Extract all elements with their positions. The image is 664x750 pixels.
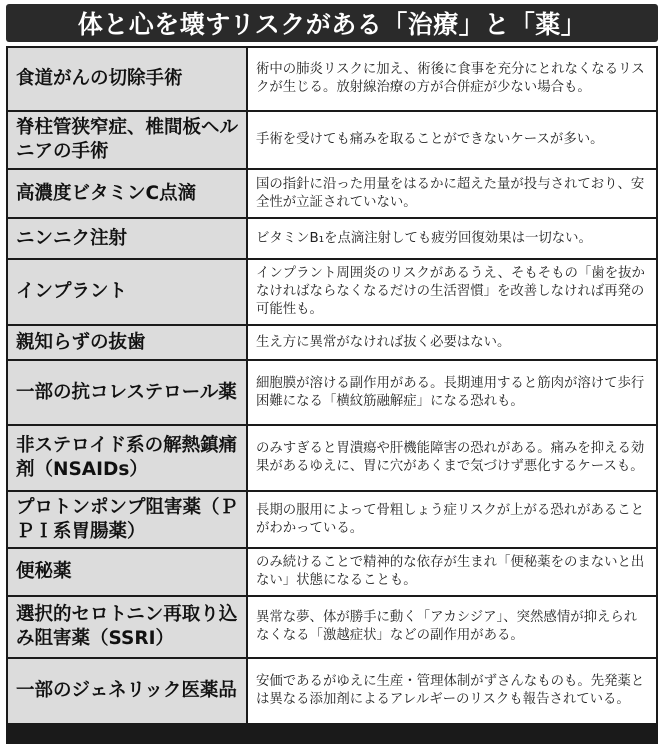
treatment-name-cell xyxy=(8,549,246,595)
table-row xyxy=(8,426,656,490)
treatment-name: 選択的セロトニン再取り込み阻害薬（SSRI） xyxy=(16,604,238,649)
treatment-name-cell xyxy=(8,219,246,258)
treatment-name-cell xyxy=(8,112,246,168)
risk-description-cell xyxy=(248,326,656,359)
risk-description: インプラント周囲炎のリスクがあるうえ、そもそもの「歯を抜かなければならなくなるだけの生活習慣」を改善しなければ再発の可能性も。 xyxy=(256,266,645,317)
risk-description: のみすぎると胃潰瘍や肝機能障害の恐れがある。痛みを抑える効果があるゆえに、胃に穴があくまで気づけず悪化するケースも。 xyxy=(256,441,645,474)
table-row xyxy=(8,170,656,217)
risk-description-cell xyxy=(248,48,656,110)
risk-description: 手術を受けても痛みを取ることができないケースが多い。 xyxy=(256,132,604,147)
risk-description-cell xyxy=(248,597,656,657)
table-row xyxy=(8,260,656,324)
risk-description-cell xyxy=(248,426,656,490)
table-row xyxy=(8,597,656,657)
treatment-name-cell xyxy=(8,326,246,359)
treatment-name: 便秘薬 xyxy=(16,561,72,582)
table-row xyxy=(8,326,656,359)
treatment-name: プロトンポンプ阻害薬（ＰＰＩ系胃腸薬） xyxy=(16,496,239,542)
table-row xyxy=(8,48,656,110)
risk-description-cell xyxy=(248,492,656,547)
treatment-name: ニンニク注射 xyxy=(16,227,128,249)
treatment-name-cell xyxy=(8,170,246,217)
risk-description-cell xyxy=(248,112,656,168)
table-row xyxy=(8,361,656,424)
treatment-name: 一部のジェネリック医薬品 xyxy=(16,680,237,701)
table-row xyxy=(8,659,656,723)
treatment-name-cell xyxy=(8,659,246,723)
title-banner xyxy=(6,4,658,42)
treatment-name: 親知らずの抜歯 xyxy=(16,331,146,353)
risk-description-cell xyxy=(248,260,656,324)
treatment-name-cell xyxy=(8,260,246,324)
table-row xyxy=(8,219,656,258)
treatment-name-cell xyxy=(8,492,246,547)
risk-description-cell xyxy=(248,549,656,595)
table-row xyxy=(8,112,656,168)
risk-description: ビタミンB₁を点滴注射しても疲労回復効果は一切ない。 xyxy=(256,230,592,246)
risk-table xyxy=(6,46,658,744)
risk-description: 異常な夢、体が勝手に動く「アカシジア」、突然感情が抑えられなくなる「激越症状」などの副作用がある。 xyxy=(256,610,638,643)
risk-description: のみ続けることで精神的な依存が生まれ「便秘薬をのまないと出ない」状態になることも。 xyxy=(256,555,645,588)
risk-description-cell xyxy=(248,659,656,723)
risk-description: 生え方に異常がなければ抜く必要はない。 xyxy=(256,334,511,350)
risk-description: 長期の服用によって骨粗しょう症リスクが上がる恐れがあることがわかっている。 xyxy=(256,502,645,536)
risk-description-cell xyxy=(248,170,656,217)
risk-description: 細胞膜が溶ける副作用がある。長期連用すると筋肉が溶けて歩行困難になる「横紋筋融解症」になる恐れも。 xyxy=(256,375,645,409)
risk-description-cell xyxy=(248,361,656,424)
table-row xyxy=(8,549,656,595)
risk-description: 術中の肺炎リスクに加え、術後に食事を充分にとれなくなるリスクが生じる。放射線治療の方が合併症が少ない場合も。 xyxy=(256,62,645,95)
risk-description-cell xyxy=(248,219,656,258)
risk-description: 安価であるがゆえに生産・管理体制がずさんなものも。先発薬とは異なる添加剤によるアレルギーのリスクも報告されている。 xyxy=(256,674,645,707)
risk-description: 国の指針に沿った用量をはるかに超えた量が投与されており、安全性が立証されていない。 xyxy=(256,176,645,210)
page-title: 体と心を壊すリスクがある「治療」と「薬」 xyxy=(77,10,587,39)
treatment-name: 脊柱管狭窄症、椎間板ヘルニアの手術 xyxy=(16,117,239,162)
treatment-name-cell xyxy=(8,426,246,490)
table-row xyxy=(8,492,656,547)
treatment-name-cell xyxy=(8,361,246,424)
treatment-name: インプラント xyxy=(16,281,128,302)
treatment-name: 非ステロイド系の解熱鎮痛剤（NSAIDs） xyxy=(16,435,238,480)
treatment-name: 高濃度ビタミンC点滴 xyxy=(16,182,197,204)
treatment-name: 食道がんの切除手術 xyxy=(16,68,183,89)
treatment-name: 一部の抗コレステロール薬 xyxy=(16,381,237,403)
treatment-name-cell xyxy=(8,597,246,657)
treatment-name-cell xyxy=(8,48,246,110)
